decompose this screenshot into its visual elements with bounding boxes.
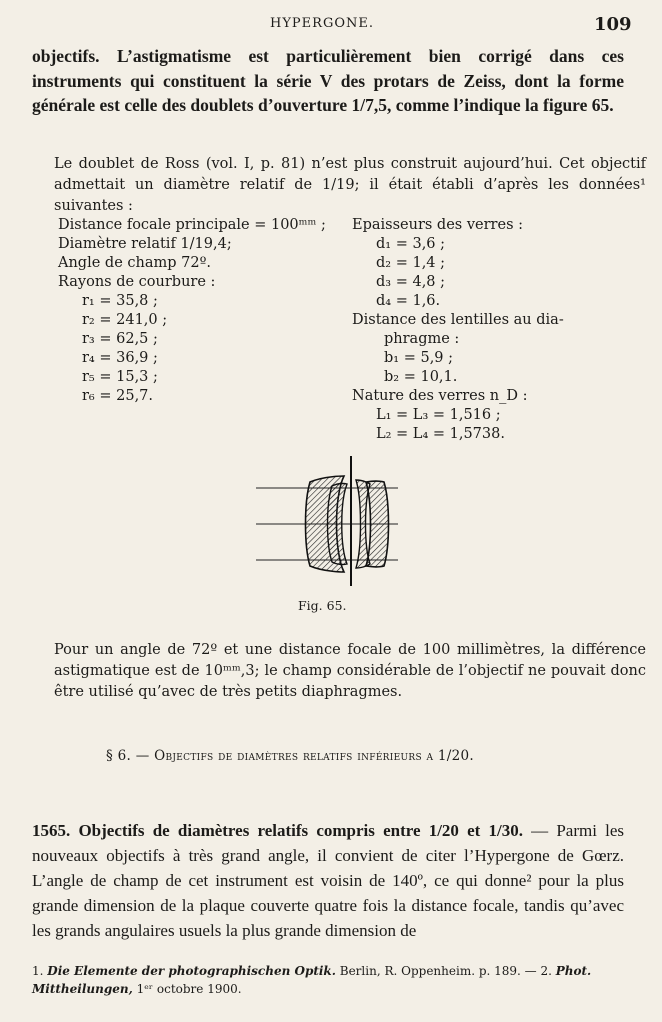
running-title: HYPERGONE.	[270, 16, 374, 31]
section-title: Objectifs de diamètres relatifs inférieurs a 1/20.	[154, 748, 475, 764]
distance-b1: b₁ = 5,9 ;	[384, 350, 454, 366]
running-header	[0, 14, 662, 36]
radius-r4: r₄ = 36,9 ;	[82, 350, 158, 366]
distance-b2: b₂ = 10,1.	[384, 369, 458, 385]
radius-r6: r₆ = 25,7.	[82, 388, 154, 404]
paragraph-ross-doublet: Le doublet de Ross (vol. I, p. 81) n’est plus construit aujourd’hui. Cet objectif admettait un diamètre relatif de 1/19; il était établi d’après les données¹ suivantes :	[54, 156, 646, 214]
radius-r5: r₅ = 15,3 ;	[82, 369, 158, 385]
section-number: § 6. —	[106, 748, 150, 764]
paragraph-astigmatism: objectifs. L’astigmatisme est particulièrement bien corrigé dans ces instruments qui constituent la série V des protars de Zeiss, dont la forme générale est celle des doublets d’ouverture 1/7,5, comme l’indique la figure 65.	[32, 46, 624, 115]
radius-r3: r₃ = 62,5 ;	[82, 331, 158, 347]
index-l1-l3: L₁ = L₃ = 1,516 ;	[376, 407, 501, 423]
page-number: 109	[594, 14, 632, 35]
lens-data-right-column	[352, 216, 632, 444]
footnotes	[32, 962, 628, 998]
section-heading	[106, 748, 474, 764]
index-l2-l4: L₂ = L₄ = 1,5738.	[376, 426, 505, 442]
radius-r2: r₂ = 241,0 ;	[82, 312, 168, 328]
lens-diagram-figure	[248, 456, 408, 586]
field-angle-row: Angle de champ 72º.	[58, 255, 212, 271]
figure-caption: Fig. 65.	[298, 598, 347, 613]
thickness-d4: d₄ = 1,6.	[376, 293, 441, 309]
lens-data-left-column	[58, 216, 348, 406]
thickness-d3: d₃ = 4,8 ;	[376, 274, 446, 290]
footnote-2-rest: 1ᵉʳ octobre 1900.	[136, 982, 242, 996]
diaphragm-distance-heading: Distance des lentilles au dia-	[352, 312, 564, 328]
radius-r1: r₁ = 35,8 ;	[82, 293, 158, 309]
paragraph-astigmatic-difference: Pour un angle de 72º et une distance focale de 100 millimètres, la différence astigmatique est de 10ᵐᵐ,3; le champ considérable de l’objectif ne pouvait donc être utilisé qu’avec de très petits diaphragmes.	[54, 642, 646, 700]
footnote-1-rest: Berlin, R. Oppenheim. p. 189. — 2.	[339, 964, 552, 978]
relative-diameter-row: Diamètre relatif 1/19,4;	[58, 236, 232, 252]
article-number: 1565.	[32, 821, 71, 840]
footnote-2-title: Phot. Mittheilungen,	[32, 964, 592, 996]
thickness-d2: d₂ = 1,4 ;	[376, 255, 446, 271]
footnote-marker-1: 1.	[32, 964, 44, 978]
diaphragm-distance-heading-cont: phragme :	[384, 331, 460, 347]
thickness-heading: Epaisseurs des verres :	[352, 217, 523, 233]
article-heading: Objectifs de diamètres relatifs compris entre 1/20 et 1/30.	[78, 821, 523, 840]
radii-heading: Rayons de courbure :	[58, 274, 216, 290]
thickness-d1: d₁ = 3,6 ;	[376, 236, 446, 252]
footnote-1-title: Die Elemente der photographischen Optik.	[47, 964, 336, 978]
paragraph-hypergone	[32, 818, 624, 943]
article-body: — Parmi les nouveaux objectifs à très grand angle, il convient de citer l’Hypergone de Gœrz. L’angle de champ de cet instrument est voisin de 140º, ce qui donne² pour la plus grande dimension de la plaque couverte quatre fois la distance focale, tandis qu’avec les grands angulaires usuels la plus grande dimension de	[32, 821, 625, 940]
focal-length-row: Distance focale principale = 100ᵐᵐ ;	[58, 217, 326, 233]
glass-nature-heading: Nature des verres n_D :	[352, 388, 528, 404]
